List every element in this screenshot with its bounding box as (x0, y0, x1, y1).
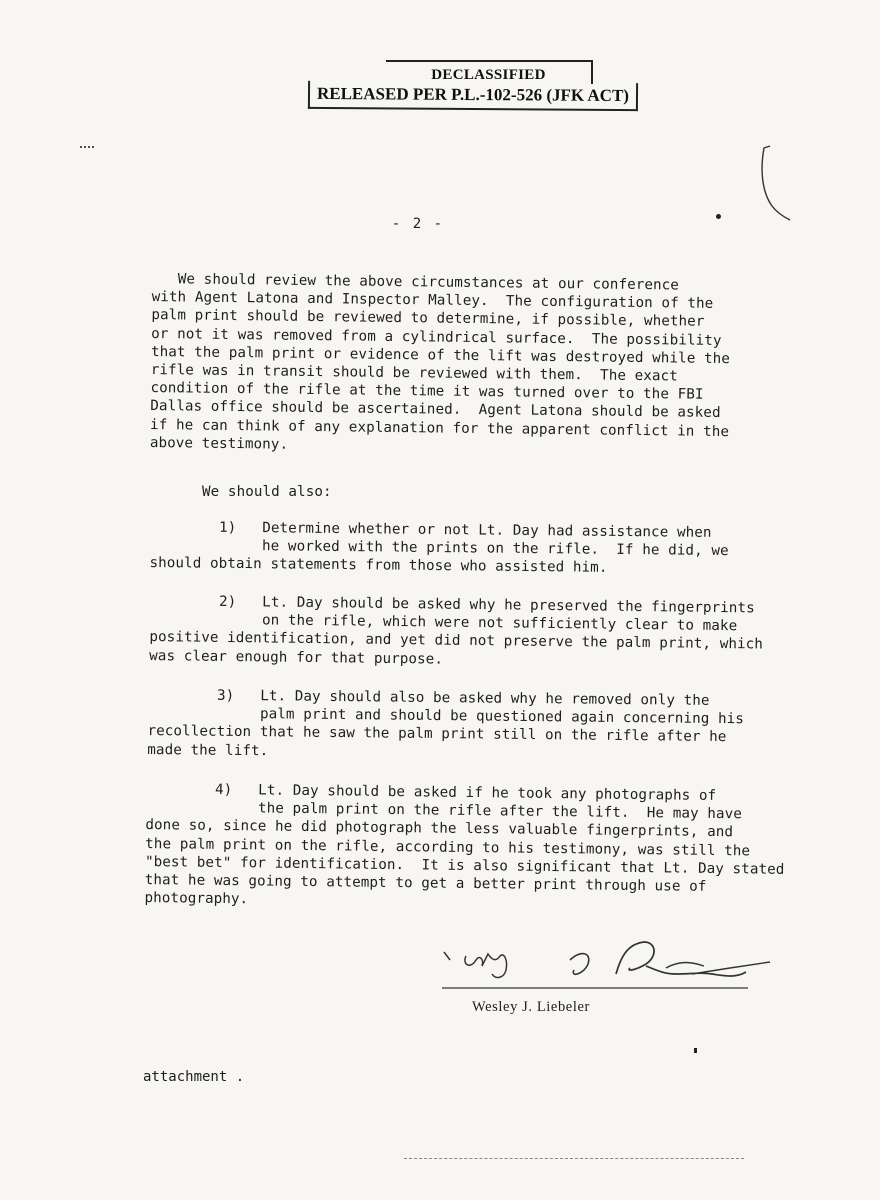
scan-bracket-mark (756, 140, 796, 230)
list-item-4: 4) Lt. Day should be asked if he took any photographs of the palm print on the rifle after the lift. He may have done so, since he did photograph the less valuable fingerprints, and the palm print on the rifle, according to his testimony, was still the "best bet" for identification. It is also significant that Lt. Day stated that he was going to attempt to get a better print through use of photography. (144, 780, 785, 908)
handwritten-signature (430, 930, 790, 1000)
signer-name: Wesley J. Liebeler (472, 999, 590, 1015)
declassified-stamp (308, 60, 638, 116)
stamp-line-1: DECLASSIFIED (386, 60, 593, 84)
scan-mark (80, 146, 94, 150)
list-item-3: 3) Lt. Day should also be asked why he removed only the palm print and should be questioned again concerning his recollection that he saw the palm print still on the rifle after he made the lift. (147, 686, 745, 759)
attachment-note: attachment . (143, 1069, 245, 1085)
scan-dot (716, 214, 721, 219)
paragraph-review: We should review the above circumstances at our conference with Agent Latona and Inspector Malley. The configuration of the palm print should be reviewed to determine, if possible, whether or not it was removed from a cylindrical surface. The possibility that the palm print or evidence of the lift was destroyed while the rifle was in transit should be reviewed with them. The exact condition of the rifle at the time it was turned over to the FBI Dallas office should be ascertained. Agent Latona should be asked if he can think of any explanation for the apparent conflict in the above testimony. (149, 270, 731, 453)
page-number: - 2 - (391, 216, 445, 232)
stamp-line-2: RELEASED PER P.L.-102-526 (JFK ACT) (308, 81, 638, 111)
list-item-2: 2) Lt. Day should be asked why he preserved the fingerprints on the rifle, which were not sufficiently clear to make positive identification, and yet did not preserve the palm print, which was clear enough for that purpose. (149, 592, 764, 668)
scan-dot (694, 1048, 697, 1053)
we-should-also: We should also: (202, 484, 332, 500)
scan-mark (404, 1158, 744, 1160)
list-item-1: 1) Determine whether or not Lt. Day had assistance when he worked with the prints on the rifle. If he did, we should obtain statements from those who assisted him. (149, 518, 729, 577)
